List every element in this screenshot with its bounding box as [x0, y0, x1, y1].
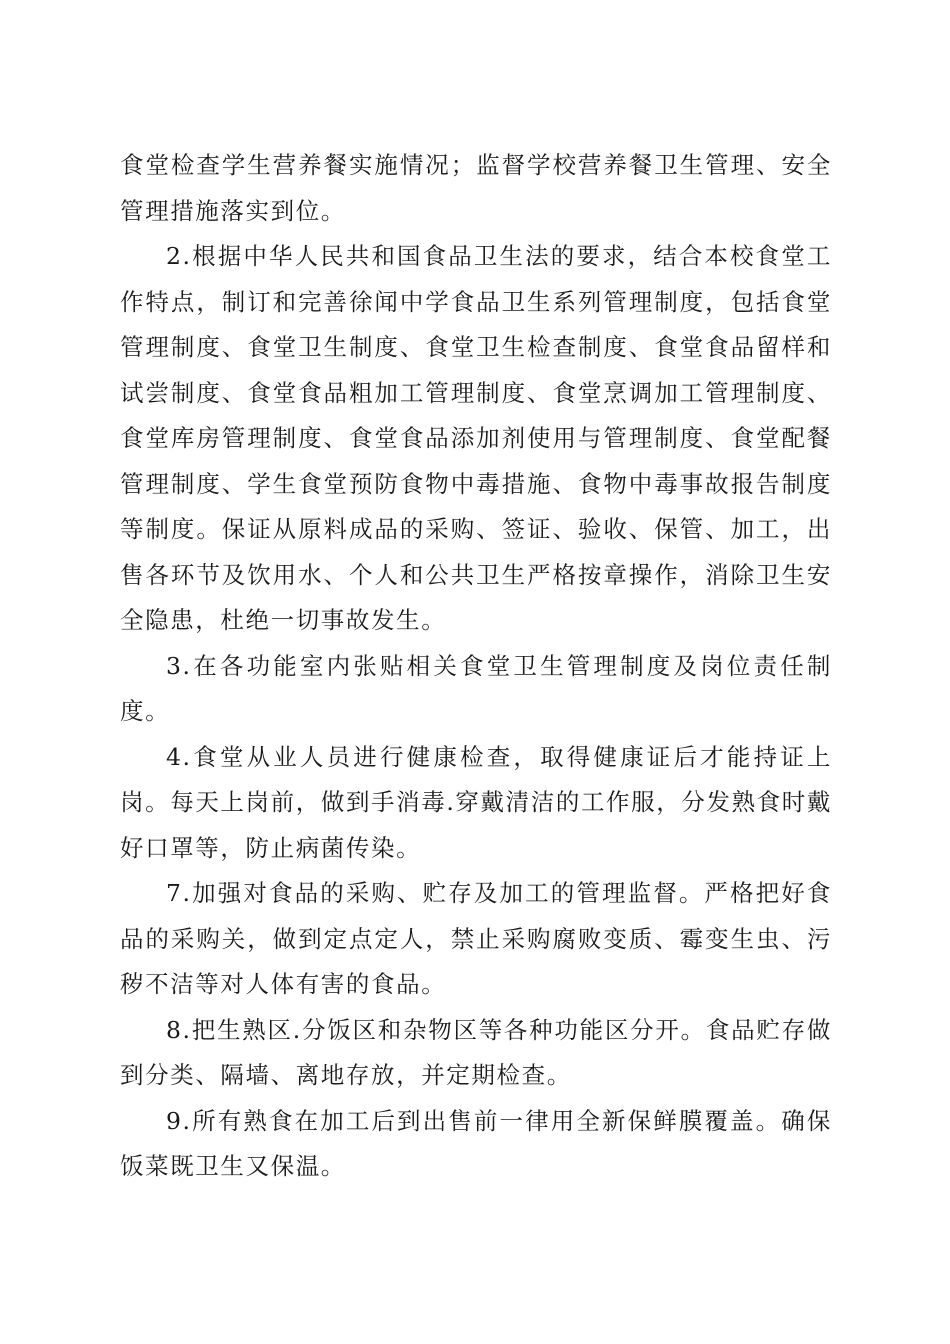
document-body: [120, 143, 832, 1190]
paragraph-item-2: 2.根据中华人民共和国食品卫生法的要求，结合本校食堂工作特点，制订和完善徐闻中学食品卫生系列管理制度，包括食堂管理制度、食堂卫生制度、食堂卫生检查制度、食堂食品留样和试尝制度、食堂食品粗加工管理制度、食堂烹调加工管理制度、食堂库房管理制度、食堂食品添加剂使用与管理制度、食堂配餐管理制度、学生食堂预防食物中毒措施、食物中毒事故报告制度等制度。保证从原料成品的采购、签证、验收、保管、加工，出售各环节及饮用水、个人和公共卫生严格按章操作，消除卫生安全隐患，杜绝一切事故发生。: [120, 242, 832, 634]
paragraph-item-8: 8.把生熟区.分饭区和杂物区等各种功能区分开。食品贮存做到分类、隔墙、离地存放，并定期检查。: [120, 1015, 832, 1089]
paragraph-item-9: 9.所有熟食在加工后到出售前一律用全新保鲜膜覆盖。确保饭菜既卫生又保温。: [120, 1106, 832, 1180]
paragraph-item-7: 7.加强对食品的采购、贮存及加工的管理监督。严格把好食品的采购关，做到定点定人，禁止采购腐败变质、霉变生虫、污秽不洁等对人体有害的食品。: [120, 879, 832, 998]
paragraph-item-4: 4.食堂从业人员进行健康检查，取得健康证后才能持证上岗。每天上岗前，做到手消毒.穿戴清洁的工作服，分发熟食时戴好口罩等，防止病菌传染。: [120, 742, 832, 862]
paragraph-item-3: 3.在各功能室内张贴相关食堂卫生管理制度及岗位责任制度。: [120, 651, 832, 725]
paragraph-continuation: 食堂检查学生营养餐实施情况；监督学校营养餐卫生管理、安全管理措施落实到位。: [120, 151, 832, 225]
